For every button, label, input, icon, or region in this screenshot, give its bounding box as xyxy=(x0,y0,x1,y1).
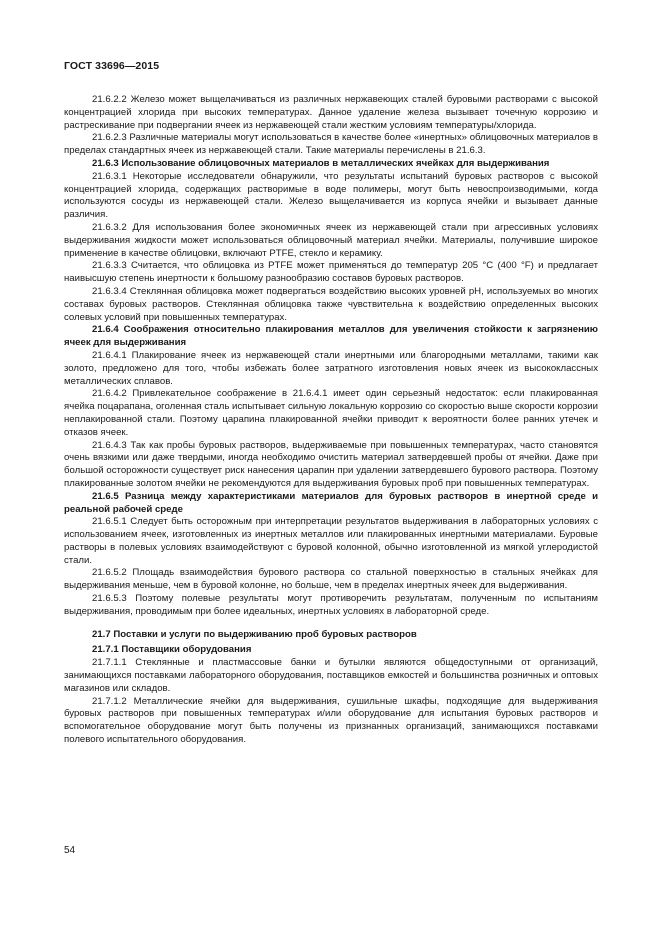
paragraph-21-6-3-2: 21.6.3.2 Для использования более экономичных ячеек из нержавеющей стали при агрессивных условиях выдерживания жидкости может использоваться облицовочный материал ячейки. Материалы, получившие широкое применение в качестве облицовки, включают PTFE, стекло и керамику. xyxy=(64,221,598,259)
paragraph-21-6-5-1: 21.6.5.1 Следует быть осторожным при интерпретации результатов выдерживания в лабораторных условиях с использованием ячеек, изготовленных из инертных металлов или плакированных инертными материалами. Буровые растворы в полевых условиях взаимодействуют с буровой колонной, обычно изготовленной из мягкой углеродистой стали. xyxy=(64,516,598,566)
page-body xyxy=(64,94,598,747)
heading-21-6-5: 21.6.5 Разница между характеристиками материалов для буровых растворов в инертной среде и реальной рабочей среде xyxy=(64,490,598,515)
paragraph-21-6-2-2: 21.6.2.2 Железо может выщелачиваться из различных нержавеющих сталей буровыми растворами с высокой концентрацией хлорида при высоких температурах. Данное удаление железа вызывает точечную коррозию и растрескивание при подвергании ячеек из нержавеющей стали жестким условиям температуры/хлорида. xyxy=(64,94,598,131)
heading-21-7-1: 21.7.1 Поставщики оборудования xyxy=(92,644,252,656)
heading-21-6-3: 21.6.3 Использование облицовочных материалов в металлических ячейках для выдерживания xyxy=(92,157,550,169)
paragraph-21-6-4-1: 21.6.4.1 Плакирование ячеек из нержавеющей стали инертными или благородными металлами, такими как золото, предложено для того, чтобы избежать более затратного изготовления новых ячеек из высококлассных металлических сплавов. xyxy=(64,349,598,387)
paragraph-21-6-3-3: 21.6.3.3 Считается, что облицовка из PTFE может применяться до температур 205 °С (400 °F) и предлагает наивысшую степень инертности к большому разнообразию составов буровых растворов. xyxy=(64,260,598,285)
paragraph-21-6-2-3: 21.6.2.3 Различные материалы могут использоваться в качестве более «инертных» облицовочных материалов в пределах стандартных ячеек из нержавеющей стали. Такие материалы перечислены в 21.6.3. xyxy=(64,132,598,157)
heading-21-6-4: 21.6.4 Соображения относительно плакирования металлов для увеличения стойкости к загрязнению ячеек для выдерживания xyxy=(64,324,598,349)
paragraph-21-6-5-3: 21.6.5.3 Поэтому полевые результаты могут противоречить результатам, полученным по испытаниям выдерживания, проводимым при более идеальных, инертных условиях в лабораторной среде. xyxy=(64,593,598,617)
paragraph-21-6-4-3: 21.6.4.3 Так как пробы буровых растворов, выдерживаемые при повышенных температурах, часто становятся очень вязкими или даже твердыми, иногда необходимо очистить материал затвердевшей пробы от ячейки. Даже при большой осторожности существует риск нанесения царапин при удалении затвердевшего бурового раствора. Поэтому плакированные золотом ячейки не рекомендуются для выдерживания буровых проб при повышенных температурах. xyxy=(64,439,598,489)
paragraph-21-6-3-1: 21.6.3.1 Некоторые исследователи обнаружили, что результаты испытаний буровых растворов с высокой концентрацией хлорида, содержащих растворимые в воде полимеры, могут быть невоспроизводимыми, когда используются сосуды из нержавеющей стали. Железо выщелачивается из корпуса ячейки и вызывает данные различия. xyxy=(64,170,598,221)
paragraph-21-7-1-2: 21.7.1.2 Металлические ячейки для выдерживания, сушильные шкафы, подходящие для выдерживания буровых растворов при повышенных температурах и/или оборудование для испытания буровых растворов и вспомогательное оборудование могут быть получены из признанных организаций, занимающихся поставками полевого испытательного оборудования. xyxy=(64,695,598,746)
paragraph-21-6-5-2: 21.6.5.2 Площадь взаимодействия бурового раствора со стальной поверхностью в стальных ячейках для выдерживания меньше, чем в буровой колонне, но больше, чем в пределах инертных ячеек для выдерживания. xyxy=(64,567,598,592)
paragraph-21-6-4-2: 21.6.4.2 Привлекательное соображение в 21.6.4.1 имеет один серьезный недостаток: если плакированная ячейка поцарапана, оголенная сталь испытывает сильную локальную коррозию со скоростью выше скорости коррозии неплакированной стали. Поэтому царапина плакированной ячейки приводит к вероятности более ранних утечек и отказов ячеек. xyxy=(64,388,598,438)
page-number: 54 xyxy=(64,845,76,856)
paragraph-21-7-1-1: 21.7.1.1 Стеклянные и пластмассовые банки и бутылки являются общедоступными от организаций, занимающихся поставками лабораторного оборудования, поставщиков емкостей и большинства розничных и оптовых магазинов или складов. xyxy=(64,657,598,694)
paragraph-21-6-3-4: 21.6.3.4 Стеклянная облицовка может подвергаться воздействию высоких уровней pH, используемых во многих составах буровых растворов. Стеклянная облицовка также чувствительна к воздействию определенных высоких солевых условий при повышенных температурах. xyxy=(64,285,598,323)
document-code-header: ГОСТ 33696—2015 xyxy=(64,60,160,72)
heading-21-7: 21.7 Поставки и услуги по выдерживанию проб буровых растворов xyxy=(92,628,417,640)
